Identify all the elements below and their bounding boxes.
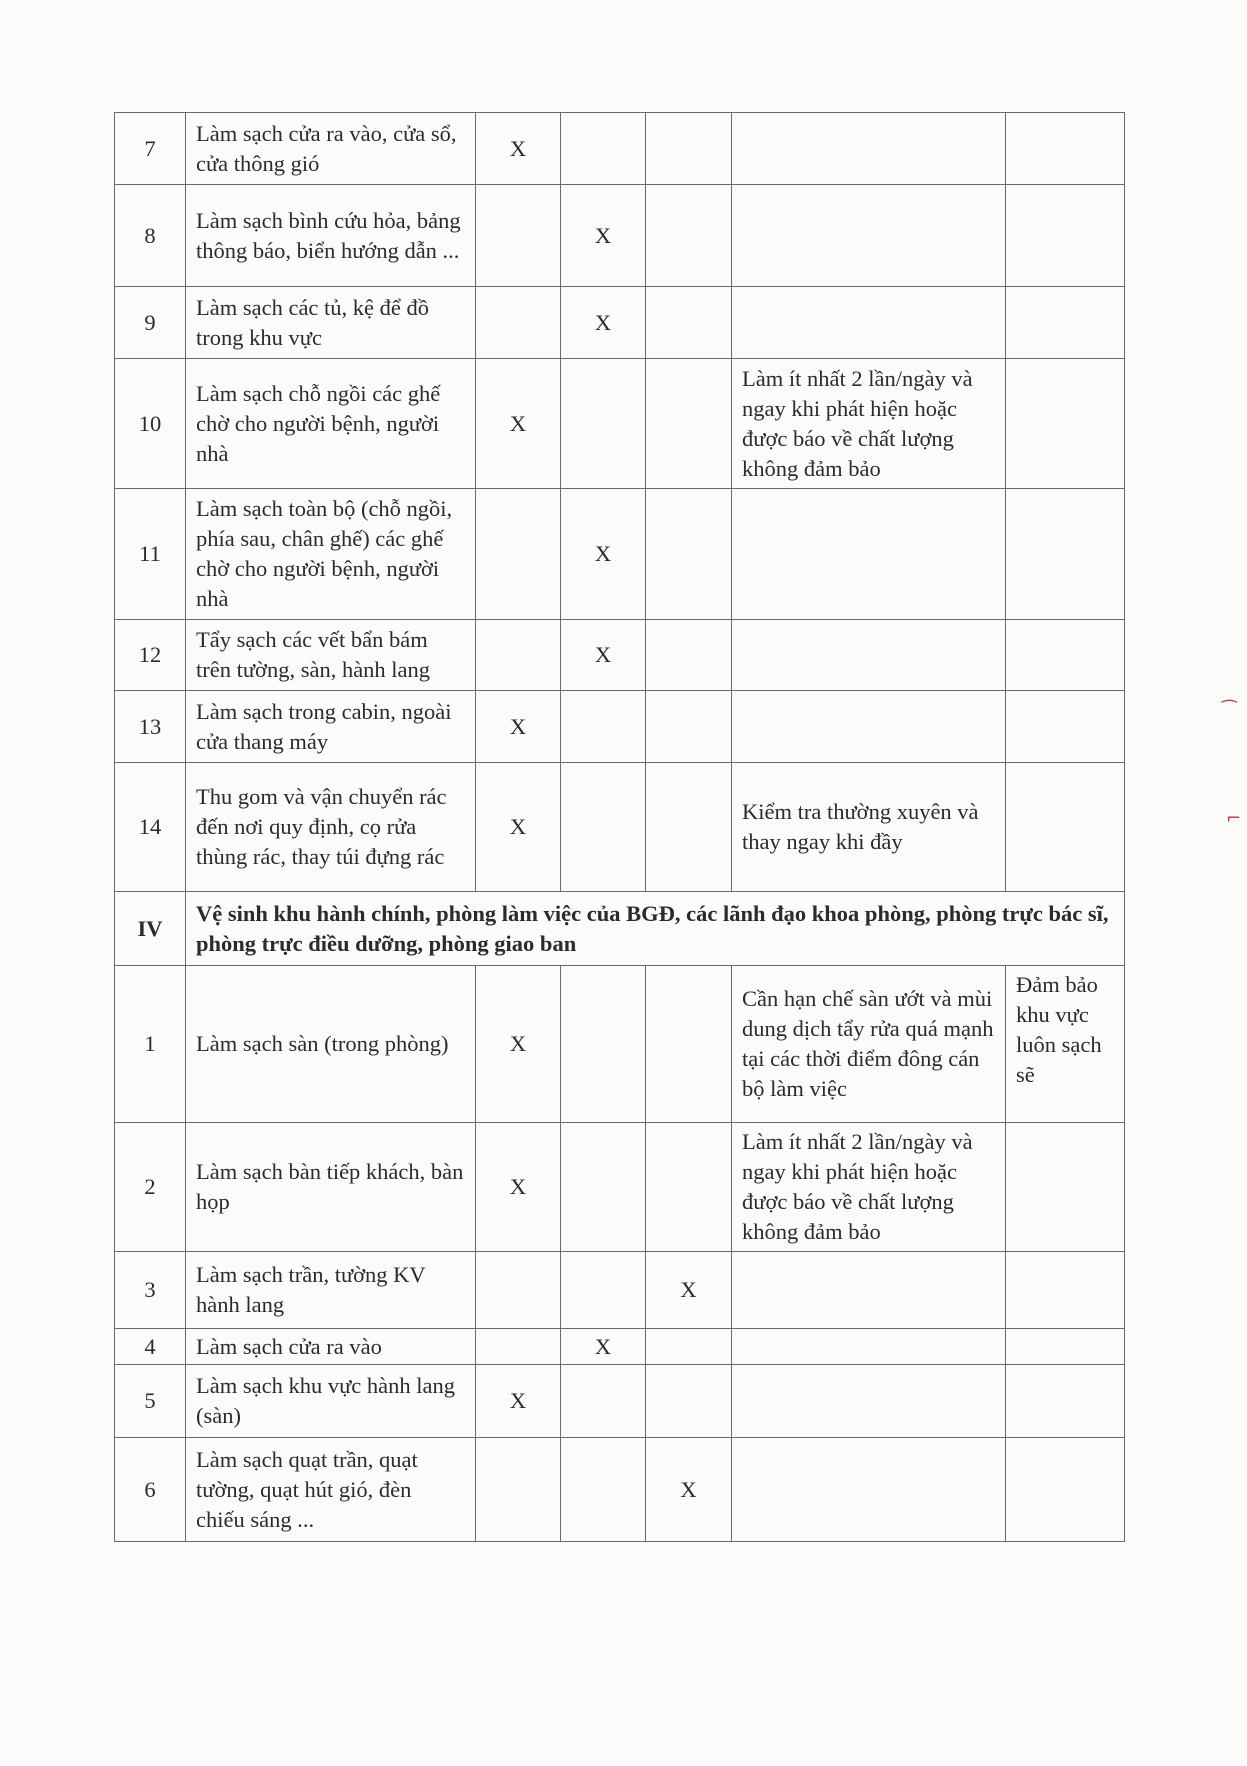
frequency-mark-2 [561,691,646,763]
frequency-mark-2: X [561,287,646,359]
frequency-mark-1 [476,1329,561,1365]
note-cell [732,1438,1006,1542]
note-cell [732,489,1006,620]
note-cell [732,691,1006,763]
row-number: 5 [115,1365,186,1438]
requirement-cell [1006,691,1125,763]
frequency-mark-2 [561,1252,646,1329]
frequency-mark-2 [561,359,646,489]
task-description: Làm sạch cửa ra vào [186,1329,476,1365]
task-description: Làm sạch sàn (trong phòng) [186,966,476,1123]
margin-stamp-fragment: ⁀ [1222,700,1237,721]
task-description: Làm sạch cửa ra vào, cửa sổ, cửa thông gió [186,113,476,185]
row-number: 10 [115,359,186,489]
table-row [115,489,1125,620]
task-description: Làm sạch quạt trần, quạt tường, quạt hút gió, đèn chiếu sáng ... [186,1438,476,1542]
requirement-cell [1006,489,1125,620]
row-number: 13 [115,691,186,763]
note-cell [732,1365,1006,1438]
frequency-mark-3: X [646,1438,732,1542]
table-row [115,359,1125,489]
row-number: 14 [115,763,186,892]
note-cell: Kiểm tra thường xuyên và thay ngay khi đầy [732,763,1006,892]
frequency-mark-2: X [561,489,646,620]
note-cell [732,620,1006,691]
frequency-mark-1 [476,620,561,691]
task-description: Làm sạch trần, tường KV hành lang [186,1252,476,1329]
requirement-cell [1006,1438,1125,1542]
requirement-cell [1006,1365,1125,1438]
task-description: Làm sạch các tủ, kệ để đồ trong khu vực [186,287,476,359]
requirement-cell [1006,1329,1125,1365]
note-cell: Làm ít nhất 2 lần/ngày và ngay khi phát hiện hoặc được báo về chất lượng không đảm bảo [732,1123,1006,1252]
frequency-mark-1: X [476,763,561,892]
task-description: Làm sạch toàn bộ (chỗ ngồi, phía sau, chân ghế) các ghế chờ cho người bệnh, người nhà [186,489,476,620]
frequency-mark-1: X [476,359,561,489]
frequency-mark-3 [646,359,732,489]
requirement-cell [1006,185,1125,287]
row-number: 7 [115,113,186,185]
frequency-mark-3 [646,489,732,620]
frequency-mark-2: X [561,185,646,287]
frequency-mark-2 [561,966,646,1123]
table-row [115,1329,1125,1365]
frequency-mark-3 [646,185,732,287]
table-row [115,620,1125,691]
table-row [115,185,1125,287]
requirement-cell: Đảm bảo khu vực luôn sạch sẽ [1006,966,1125,1123]
row-number: 8 [115,185,186,287]
table-row [115,1438,1125,1542]
section-header-row [115,892,1125,966]
frequency-mark-2 [561,763,646,892]
table-row [115,763,1125,892]
table-row [115,1252,1125,1329]
row-number: 12 [115,620,186,691]
row-number: 6 [115,1438,186,1542]
requirement-cell [1006,359,1125,489]
frequency-mark-2 [561,113,646,185]
frequency-mark-3: X [646,1252,732,1329]
frequency-mark-1: X [476,113,561,185]
note-cell [732,287,1006,359]
row-number: 11 [115,489,186,620]
table-row [115,287,1125,359]
frequency-mark-3 [646,691,732,763]
note-cell: Làm ít nhất 2 lần/ngày và ngay khi phát hiện hoặc được báo về chất lượng không đảm bảo [732,359,1006,489]
section-number: IV [115,892,186,966]
table-row [115,966,1125,1123]
note-cell [732,1329,1006,1365]
frequency-mark-3 [646,1329,732,1365]
table-row [115,1123,1125,1252]
frequency-mark-3 [646,763,732,892]
frequency-mark-1 [476,185,561,287]
cleaning-schedule-table [114,112,1125,1542]
task-description: Làm sạch bàn tiếp khách, bàn họp [186,1123,476,1252]
row-number: 1 [115,966,186,1123]
frequency-mark-3 [646,287,732,359]
frequency-mark-2 [561,1123,646,1252]
table-row [115,113,1125,185]
requirement-cell [1006,1252,1125,1329]
frequency-mark-3 [646,113,732,185]
requirement-cell [1006,287,1125,359]
frequency-mark-1 [476,287,561,359]
table-row [115,1365,1125,1438]
task-description: Làm sạch khu vực hành lang (sàn) [186,1365,476,1438]
frequency-mark-1: X [476,966,561,1123]
frequency-mark-2: X [561,620,646,691]
task-description: Làm sạch bình cứu hỏa, bảng thông báo, biển hướng dẫn ... [186,185,476,287]
frequency-mark-1: X [476,1123,561,1252]
requirement-cell [1006,620,1125,691]
note-cell [732,1252,1006,1329]
row-number: 3 [115,1252,186,1329]
task-description: Làm sạch trong cabin, ngoài cửa thang máy [186,691,476,763]
frequency-mark-1: X [476,1365,561,1438]
frequency-mark-2: X [561,1329,646,1365]
frequency-mark-3 [646,1123,732,1252]
requirement-cell [1006,1123,1125,1252]
note-cell: Cần hạn chế sàn ướt và mùi dung dịch tẩy rửa quá mạnh tại các thời điểm đông cán bộ làm việc [732,966,1006,1123]
frequency-mark-2 [561,1365,646,1438]
frequency-mark-1: X [476,691,561,763]
task-description: Làm sạch chỗ ngồi các ghế chờ cho người bệnh, người nhà [186,359,476,489]
frequency-mark-3 [646,966,732,1123]
requirement-cell [1006,763,1125,892]
note-cell [732,185,1006,287]
row-number: 9 [115,287,186,359]
margin-stamp-fragment: ⌐ [1226,808,1242,829]
frequency-mark-1 [476,1252,561,1329]
note-cell [732,113,1006,185]
frequency-mark-3 [646,1365,732,1438]
row-number: 4 [115,1329,186,1365]
frequency-mark-2 [561,1438,646,1542]
requirement-cell [1006,113,1125,185]
section-title: Vệ sinh khu hành chính, phòng làm việc của BGĐ, các lãnh đạo khoa phòng, phòng trực bác sĩ, phòng trực điều dưỡng, phòng giao ban [186,892,1125,966]
frequency-mark-1 [476,1438,561,1542]
task-description: Tẩy sạch các vết bẩn bám trên tường, sàn, hành lang [186,620,476,691]
row-number: 2 [115,1123,186,1252]
frequency-mark-1 [476,489,561,620]
frequency-mark-3 [646,620,732,691]
task-description: Thu gom và vận chuyển rác đến nơi quy định, cọ rửa thùng rác, thay túi đựng rác [186,763,476,892]
table-row [115,691,1125,763]
